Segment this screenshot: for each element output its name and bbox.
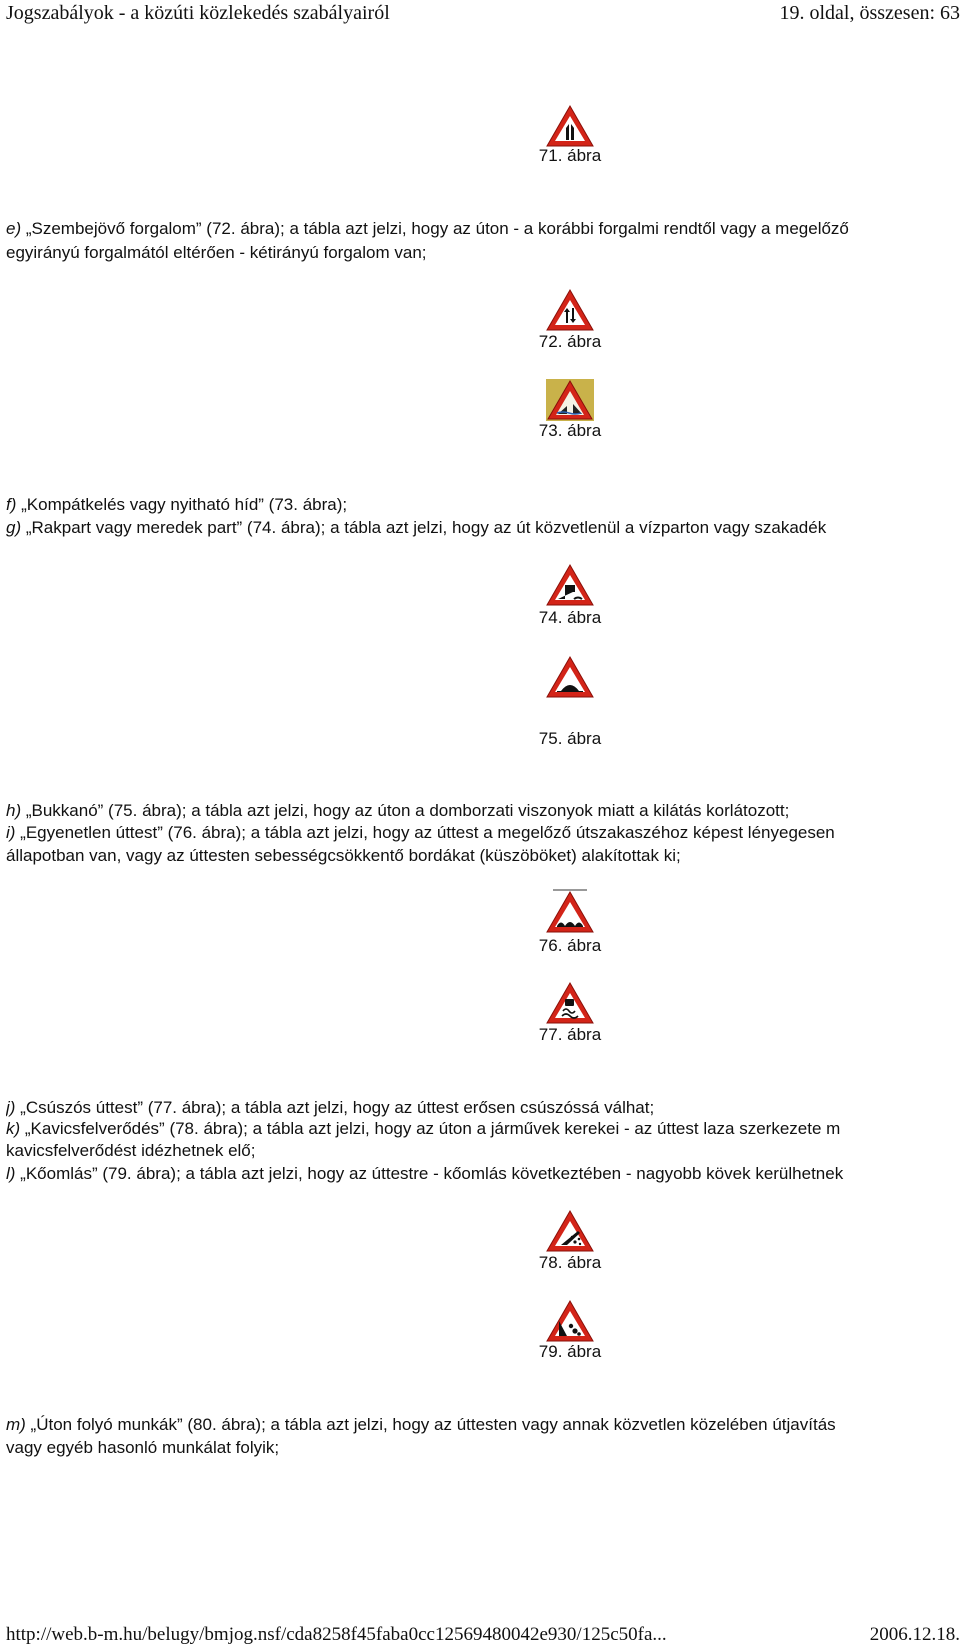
paragraph-k-line-1: k) „Kavicsfelverődés” (78. ábra); a tábla azt jelzi, hogy az úton a járművek kerekei - az úttest laza szerkezete m (6, 1119, 841, 1138)
paragraph-g: g) „Rakpart vagy meredek part” (74. ábra); a tábla azt jelzi, hogy az út közvetlenül a vízparton vagy szakadék (6, 518, 827, 537)
figure-caption: 71. ábra (538, 146, 602, 165)
paragraph-k-line-2: kavicsfelverődést idézhetnek elő; (6, 1141, 256, 1160)
figure-caption: 79. ábra (538, 1342, 602, 1361)
figure-caption: 72. ábra (538, 332, 602, 351)
paragraph-i-line-2: állapotban van, vagy az úttesten sebességcsökkentő bordákat (küszöböket) alakítottak ki; (6, 846, 681, 865)
paragraph-h: h) „Bukkanó” (75. ábra); a tábla azt jelzi, hogy az úton a domborzati viszonyok miatt a kilátás korlátozott; (6, 801, 790, 820)
road-narrows-sign-icon (520, 104, 620, 148)
page-header (0, 0, 960, 26)
source-url: http://web.b-m.hu/belugy/bmjog.nsf/cda8258f45faba0cc12569480042e930/125c50fa... (6, 1624, 667, 1645)
print-date: 2006.12.18. (869, 1624, 960, 1645)
paragraph-m-line-1: m) „Úton folyó munkák” (80. ábra); a tábla azt jelzi, hogy az úttesten vagy annak közvetlen közelében útjavítás (6, 1415, 836, 1434)
page-footer (0, 1622, 960, 1648)
paragraph-i-line-1: i) „Egyenetlen úttest” (76. ábra); a tábla azt jelzi, hogy az úttest a megelőző útszakaszéhoz képest lényegesen (6, 823, 835, 842)
quayside-or-riverbank-sign-icon (520, 563, 620, 607)
paragraph-j: j) „Csúszós úttest” (77. ábra); a tábla azt jelzi, hogy az úttest erősen csúszóssá válhat; (6, 1098, 655, 1117)
figure-caption: 75. ábra (538, 729, 602, 748)
paragraph-e-line-2: egyirányú forgalmától eltérően - kétirányú forgalom van; (6, 243, 427, 262)
paragraph-m-line-2: vagy egyéb hasonló munkálat folyik; (6, 1438, 280, 1457)
page-counter: 19. oldal, összesen: 63 (779, 2, 960, 24)
two-way-traffic-sign-icon (520, 288, 620, 332)
paragraph-f: f) „Kompátkelés vagy nyitható híd” (73. ábra); (6, 495, 348, 514)
loose-chippings-sign-icon (520, 1209, 620, 1253)
hump-sign-icon (520, 655, 620, 699)
slippery-road-sign-icon (520, 981, 620, 1025)
ferry-or-opening-bridge-sign-icon (520, 378, 620, 422)
figure-caption: 76. ábra (538, 936, 602, 955)
uneven-road-sign-icon (520, 888, 620, 934)
figure-caption: 74. ábra (538, 608, 602, 627)
paragraph-l: l) „Kőomlás” (79. ábra); a tábla azt jelzi, hogy az úttestre - kőomlás következtében - nagyobb kövek kerülhetnek (6, 1164, 844, 1183)
figure-caption: 78. ábra (538, 1253, 602, 1272)
falling-rocks-sign-icon (520, 1299, 620, 1343)
figure-caption: 73. ábra (538, 421, 602, 440)
figure-caption: 77. ábra (538, 1025, 602, 1044)
paragraph-e-line-1: e) „Szembejövő forgalom” (72. ábra); a tábla azt jelzi, hogy az úton - a korábbi forgalmi rendtől vagy a megelőző (6, 219, 849, 238)
document-title: Jogszabályok - a közúti közlekedés szabályairól (6, 2, 390, 24)
